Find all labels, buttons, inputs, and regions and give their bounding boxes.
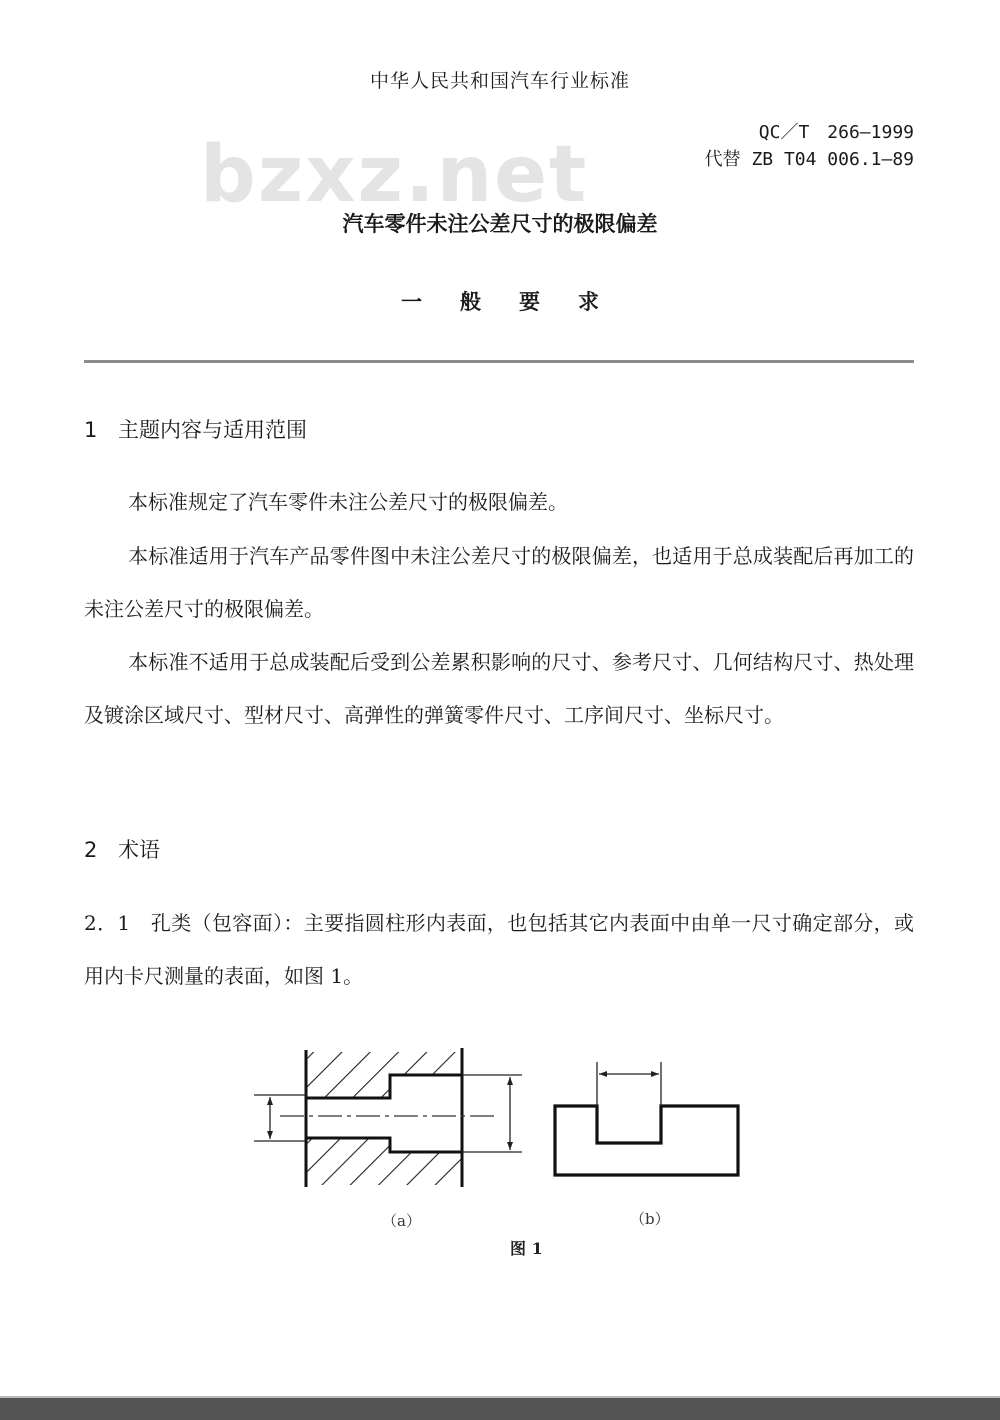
replaces-code: 代替 ZB T04 006.1—89: [704, 149, 914, 170]
figure-1a-label: （a）: [382, 1212, 421, 1230]
figure-1-caption: 图 1: [510, 1239, 543, 1258]
page-bottom-bar: [0, 1398, 1000, 1420]
clause-number: 2．1: [84, 911, 131, 935]
document-subtitle: 一般要求: [401, 290, 637, 314]
section-number: 1: [84, 418, 98, 442]
document-title: 汽车零件未注公差尺寸的极限偏差: [342, 212, 658, 236]
section-2-heading: [84, 834, 160, 864]
figure-1b-slot-drawing: [555, 1062, 738, 1175]
standard-codes: [705, 119, 914, 173]
section-title: 主题内容与适用范围: [118, 418, 307, 442]
section-1-heading: [84, 414, 307, 444]
section-1-paragraph-3: 本标准不适用于总成装配后受到公差累积影响的尺寸、参考尺寸、几何结构尺寸、热处理及镀涂区域尺寸、型材尺寸、高弹性的弹簧零件尺寸、工序间尺寸、坐标尺寸。: [84, 650, 914, 727]
figure-1-diagram: [240, 1040, 760, 1270]
clause-2-1: [84, 897, 914, 1003]
section-1-paragraph-2: 本标准适用于汽车产品零件图中未注公差尺寸的极限偏差，也适用于总成装配后再加工的未注公差尺寸的极限偏差。: [84, 544, 914, 621]
section-number: 2: [84, 838, 98, 862]
title-divider: [84, 360, 914, 363]
watermark: bzxz.net: [200, 130, 589, 220]
standard-body-header: 中华人民共和国汽车行业标准: [369, 70, 630, 92]
figure-1b-label: （b）: [630, 1210, 670, 1228]
figure-1a-hole-drawing: [254, 1048, 522, 1187]
section-title: 术语: [118, 838, 160, 862]
clause-text: 孔类（包容面）：主要指圆柱形内表面，也包括其它内表面中由单一尺寸确定部分，或用内卡尺测量的表面，如图 1。: [84, 911, 915, 988]
section-1-paragraph-1: 本标准规定了汽车零件未注公差尺寸的极限偏差。: [128, 490, 568, 514]
standard-code: QC／T 266—1999: [758, 122, 914, 143]
